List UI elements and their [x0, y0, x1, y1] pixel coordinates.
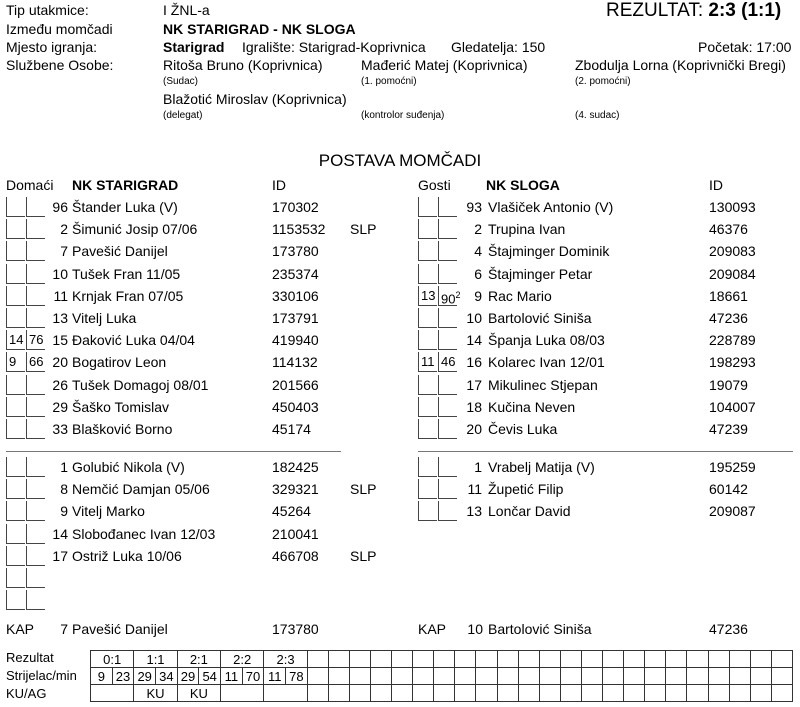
score-kuag-cell	[264, 685, 307, 702]
home-sub-number: 9	[60, 503, 68, 520]
away-card-box	[438, 197, 457, 217]
home-player-id: 235374	[272, 265, 319, 282]
home-card-box: 76	[26, 330, 45, 350]
away-card-box	[418, 397, 437, 417]
away-card-box	[438, 479, 457, 499]
home-player-name: Štander Luka (V)	[72, 199, 178, 215]
score-empty-cell	[413, 651, 434, 668]
score-empty-cell	[624, 651, 645, 668]
official-role: (4. sudac)	[575, 110, 620, 121]
away-player-name: Trupina Ivan	[488, 221, 566, 238]
score-empty-cell	[750, 668, 771, 685]
away-id-header: ID	[709, 177, 723, 193]
score-empty-cell	[413, 685, 434, 702]
home-player-id: 450403	[272, 398, 319, 415]
home-player-id: 419940	[272, 332, 319, 349]
away-card-box	[418, 419, 437, 439]
away-sub-number: 1	[474, 459, 482, 475]
score-empty-cell	[476, 685, 497, 702]
score-scorer-cell: 29	[134, 668, 156, 685]
away-player-id: 209084	[709, 265, 756, 282]
score-empty-cell	[539, 685, 560, 702]
away-player-id: 47236	[709, 310, 748, 326]
away-card-box	[418, 501, 437, 521]
home-player-name: Šaško Tomislav	[72, 398, 170, 415]
official-role: (delegat)	[163, 110, 203, 121]
home-sub-note: SLP	[350, 481, 377, 498]
home-sub-number: 14	[52, 525, 68, 542]
score-empty-cell	[371, 685, 392, 702]
away-player-number: 10	[466, 310, 482, 326]
away-player-id: 209083	[709, 243, 756, 260]
home-player-name: Tušek Fran 11/05	[72, 265, 181, 282]
home-card-box	[6, 501, 25, 521]
home-sub-note: SLP	[350, 547, 377, 564]
home-player-name: Tušek Domagoj 08/01	[72, 376, 209, 393]
score-empty-cell	[539, 668, 560, 685]
away-player-number: 9	[474, 287, 482, 304]
away-captain-label: KAP	[418, 621, 447, 637]
away-sub-name: Lončar David	[488, 503, 571, 520]
score-empty-cell	[666, 668, 687, 685]
home-sub-name: Vitelj Marko	[72, 503, 145, 520]
score-result-label: Rezultat	[6, 650, 54, 665]
score-kuag-cell: KU	[177, 685, 220, 702]
away-divider	[418, 451, 793, 452]
away-card-box	[438, 457, 457, 477]
away-player-id: 228789	[709, 332, 756, 349]
score-empty-cell	[497, 668, 518, 685]
score-empty-cell	[687, 651, 708, 668]
score-empty-cell	[349, 651, 370, 668]
away-card-box	[418, 457, 437, 477]
away-player-number: 14	[466, 332, 482, 349]
home-card-box	[6, 546, 25, 566]
home-player-note: SLP	[350, 221, 377, 238]
score-empty-cell	[581, 668, 602, 685]
away-player-number: 6	[474, 265, 482, 282]
away-card-box	[438, 501, 457, 521]
venue-label: Mjesto igranja:	[6, 39, 98, 55]
away-player-name: Španja Luka 08/03	[488, 332, 605, 349]
home-sub-name: Golubić Nikola (V)	[72, 459, 185, 475]
tip-label: Tip utakmice:	[6, 2, 89, 18]
official-role: (2. pomoćni)	[575, 76, 631, 87]
score-empty-cell	[560, 651, 581, 668]
home-sub-id: 45264	[272, 503, 311, 520]
home-sub-name: Slobođanec Ivan 12/03	[72, 525, 216, 542]
score-empty-cell	[708, 685, 729, 702]
away-sub-name: Župetić Filip	[488, 481, 564, 498]
home-sub-number: 1	[60, 459, 68, 475]
score-empty-cell	[581, 651, 602, 668]
score-empty-cell	[539, 651, 560, 668]
home-player-number: 11	[53, 287, 68, 304]
score-empty-cell	[476, 651, 497, 668]
away-player-number: 20	[466, 421, 482, 437]
home-player-id: 114132	[272, 354, 318, 371]
away-card-box	[438, 264, 457, 284]
away-card-box: 46	[438, 352, 457, 372]
away-player-name: Štajminger Petar	[488, 265, 593, 282]
score-empty-cell	[729, 651, 750, 668]
away-player-number: 18	[466, 398, 482, 415]
away-player-name: Bartolović Siniša	[488, 310, 592, 326]
score-empty-cell	[581, 685, 602, 702]
home-player-number: 13	[52, 310, 68, 326]
score-empty-cell	[687, 685, 708, 702]
score-empty-cell	[687, 668, 708, 685]
official-role: (1. pomoćni)	[361, 76, 417, 87]
home-player-name: Blašković Borno	[72, 421, 173, 437]
score-empty-cell	[349, 668, 370, 685]
away-team-name: NK SLOGA	[486, 177, 560, 193]
score-empty-cell	[371, 668, 392, 685]
official-name: Zbodulja Lorna (Koprivnički Bregi)	[575, 57, 786, 73]
away-player-name: Čevis Luka	[488, 421, 558, 437]
away-card-box	[438, 241, 457, 261]
away-card-box	[438, 308, 457, 328]
away-player-id: 19079	[709, 376, 748, 393]
home-card-box	[6, 568, 25, 588]
home-card-box	[6, 286, 25, 306]
score-empty-cell	[371, 651, 392, 668]
officials-label: Službene Osobe:	[6, 57, 114, 73]
official-role: (kontrolor suđenja)	[361, 110, 445, 121]
away-sub-id: 209087	[709, 503, 756, 520]
score-empty-cell	[666, 651, 687, 668]
home-captain-label: KAP	[6, 621, 35, 637]
home-player-id: 173791	[272, 310, 319, 326]
score-kuag-cell	[91, 685, 134, 702]
score-empty-cell	[603, 685, 624, 702]
home-card-box	[6, 264, 25, 284]
score-scorer-cell: 34	[156, 668, 178, 685]
score-empty-cell	[307, 668, 328, 685]
home-sub-number: 17	[52, 547, 68, 564]
score-empty-cell	[729, 668, 750, 685]
home-player-name: Vitelj Luka	[72, 310, 137, 326]
home-sub-id: 466708	[272, 547, 319, 564]
away-card-box	[418, 264, 437, 284]
away-sub-id: 60142	[709, 481, 748, 498]
away-player-id: 104007	[709, 398, 756, 415]
score-empty-cell	[434, 651, 455, 668]
away-player-name: Vlašiček Antonio (V)	[488, 199, 614, 215]
score-scorer-cell: 23	[112, 668, 134, 685]
home-side-label: Domaći	[6, 177, 54, 193]
away-sub-number: 13	[466, 503, 482, 520]
score-empty-cell	[307, 651, 328, 668]
away-card-box	[418, 330, 437, 350]
away-card-box	[418, 479, 437, 499]
away-card-box	[438, 375, 457, 395]
tip-value: I ŽNL-a	[163, 2, 210, 18]
score-empty-cell	[434, 668, 455, 685]
away-player-number: 93	[466, 199, 482, 215]
score-empty-cell	[518, 668, 539, 685]
score-scorer-cell: 78	[286, 668, 308, 685]
away-player-id: 130093	[709, 199, 756, 215]
score-empty-cell	[624, 668, 645, 685]
official-role: (Sudac)	[163, 76, 199, 87]
score-result-cell: 2:2	[221, 651, 264, 668]
away-card-superscript: 2	[455, 289, 461, 300]
home-card-box	[6, 419, 25, 439]
score-empty-cell	[771, 685, 792, 702]
kickoff-value: Početak: 17:00	[698, 39, 792, 55]
away-player-number: 17	[466, 376, 482, 393]
score-empty-cell	[455, 651, 476, 668]
score-empty-cell	[518, 685, 539, 702]
away-card-box	[438, 219, 457, 239]
score-kuag-cell: KU	[134, 685, 177, 702]
away-card-box	[418, 308, 437, 328]
home-player-number: 7	[60, 243, 68, 260]
score-empty-cell	[645, 668, 666, 685]
score-empty-cell	[307, 685, 328, 702]
score-scorer-cell: 11	[221, 668, 243, 685]
home-sub-name: Nemčić Damjan 05/06	[72, 481, 210, 498]
away-card-box	[438, 419, 457, 439]
score-empty-cell	[392, 685, 413, 702]
score-empty-cell	[729, 685, 750, 702]
score-empty-cell	[750, 651, 771, 668]
score-kuag-label: KU/AG	[6, 686, 47, 701]
score-empty-cell	[518, 651, 539, 668]
home-sub-id: 329321	[272, 481, 319, 498]
score-empty-cell	[750, 685, 771, 702]
away-sub-name: Vrabelj Matija (V)	[488, 459, 595, 475]
score-empty-cell	[708, 668, 729, 685]
home-player-id: 173780	[272, 243, 319, 260]
score-empty-cell	[603, 651, 624, 668]
section-title: POSTAVA MOMČADI	[318, 151, 482, 170]
score-scorer-cell: 54	[199, 668, 221, 685]
score-result-cell: 1:1	[134, 651, 177, 668]
home-player-id: 201566	[272, 376, 319, 393]
away-side-label: Gosti	[418, 177, 451, 193]
away-player-name: Kolarec Ivan 12/01	[488, 354, 605, 371]
score-empty-cell	[328, 685, 349, 702]
home-captain-name: Pavešić Danijel	[72, 621, 168, 637]
score-empty-cell	[497, 651, 518, 668]
away-player-id: 198293	[709, 354, 756, 371]
away-player-name: Kučina Neven	[488, 398, 576, 415]
score-empty-cell	[455, 685, 476, 702]
official-name: Blažotić Miroslav (Koprivnica)	[163, 91, 347, 107]
away-player-number: 4	[474, 243, 482, 260]
away-sub-id: 195259	[709, 459, 756, 475]
away-card-box	[418, 197, 437, 217]
home-player-id: 170302	[272, 199, 319, 215]
score-empty-cell	[328, 651, 349, 668]
home-player-name: Šimunić Josip 07/06	[72, 221, 198, 238]
home-card-box	[6, 397, 25, 417]
home-player-id: 1153532	[272, 221, 326, 238]
score-scorer-cell: 11	[264, 668, 286, 685]
home-card-box	[6, 479, 25, 499]
score-empty-cell	[708, 651, 729, 668]
away-player-number: 2	[474, 221, 482, 238]
home-player-name: Krnjak Fran 07/05	[72, 287, 184, 304]
score-empty-cell	[560, 668, 581, 685]
away-player-id: 18661	[709, 287, 748, 304]
away-captain-number: 10	[467, 621, 483, 637]
score-empty-cell	[771, 651, 792, 668]
home-player-number: 2	[60, 221, 68, 238]
score-scorer-cell: 9	[91, 668, 113, 685]
away-player-name: Rac Mario	[488, 287, 552, 304]
score-scorer-label: Strijelac/min	[6, 668, 77, 683]
home-card-box	[6, 308, 25, 328]
score-empty-cell	[434, 685, 455, 702]
score-result-cell: 2:3	[264, 651, 307, 668]
home-team-name: NK STARIGRAD	[72, 177, 179, 193]
home-player-number: 20	[52, 354, 68, 371]
home-player-id: 45174	[272, 421, 311, 437]
score-empty-cell	[645, 651, 666, 668]
result-heading	[606, 0, 781, 22]
home-player-name: Bogatirov Leon	[72, 354, 167, 371]
home-card-box	[6, 524, 25, 544]
home-card-box	[6, 375, 25, 395]
teams-value: NK STARIGRAD - NK SLOGA	[163, 21, 356, 37]
home-captain-number: 7	[60, 621, 68, 637]
home-sub-number: 8	[60, 481, 68, 498]
away-card-box	[438, 330, 457, 350]
venue-value: Starigrad	[163, 39, 225, 55]
score-empty-cell	[455, 668, 476, 685]
home-player-id: 330106	[272, 287, 319, 304]
official-name: Mađerić Matej (Koprivnica)	[361, 57, 528, 73]
home-captain-id: 173780	[272, 621, 319, 637]
home-card-box	[6, 457, 25, 477]
home-player-number: 10	[52, 265, 68, 282]
home-player-number: 33	[52, 421, 68, 437]
home-card-box	[6, 590, 25, 610]
score-result-cell: 2:1	[177, 651, 220, 668]
away-card-box	[438, 397, 457, 417]
away-card-box: 13	[418, 286, 437, 306]
score-empty-cell	[560, 685, 581, 702]
home-player-name: Pavešić Danijel	[72, 243, 168, 260]
home-card-box	[6, 241, 25, 261]
score-empty-cell	[413, 668, 434, 685]
score-empty-cell	[349, 685, 370, 702]
away-card-box	[418, 241, 437, 261]
home-card-box: 14	[6, 330, 25, 350]
score-empty-cell	[497, 685, 518, 702]
score-scorer-cell: 70	[242, 668, 264, 685]
away-captain-name: Bartolović Siniša	[488, 621, 592, 637]
score-empty-cell	[645, 685, 666, 702]
away-card-box	[418, 219, 437, 239]
home-player-number: 15	[52, 332, 68, 349]
away-sub-number: 11	[467, 481, 482, 498]
away-player-name: Štajminger Dominik	[488, 243, 610, 260]
away-player-id: 46376	[709, 221, 748, 238]
home-player-number: 96	[52, 199, 68, 215]
score-empty-cell	[666, 685, 687, 702]
home-player-number: 26	[52, 376, 68, 393]
ground-value: Igralište: Starigrad-Koprivnica	[242, 39, 426, 55]
score-kuag-cell	[221, 685, 264, 702]
home-card-box	[26, 590, 45, 610]
score-empty-cell	[476, 668, 497, 685]
score-empty-cell	[392, 651, 413, 668]
official-name: Ritoša Bruno (Koprivnica)	[163, 57, 323, 73]
home-divider	[6, 451, 341, 452]
away-player-id: 47239	[709, 421, 748, 437]
away-player-number: 16	[466, 354, 482, 371]
teams-label: Između momčadi	[6, 21, 113, 37]
result-value: 2:3 (1:1)	[708, 0, 782, 21]
home-sub-name: Ostriž Luka 10/06	[72, 547, 182, 564]
home-card-box: 9	[6, 352, 25, 372]
away-player-name: Mikulinec Stjepan	[488, 376, 598, 393]
score-table	[90, 650, 793, 702]
home-sub-id: 182425	[272, 459, 319, 475]
home-card-box	[26, 568, 45, 588]
score-empty-cell	[624, 685, 645, 702]
spectators-value: Gledatelja: 150	[451, 39, 546, 55]
home-id-header: ID	[272, 177, 286, 193]
away-card-box: $90^2$	[438, 286, 457, 306]
home-card-box	[6, 219, 25, 239]
score-empty-cell	[603, 668, 624, 685]
home-player-number: 29	[52, 398, 68, 415]
home-sub-id: 210041	[272, 525, 319, 542]
score-empty-cell	[392, 668, 413, 685]
score-empty-cell	[328, 668, 349, 685]
away-captain-id: 47236	[709, 621, 748, 637]
score-scorer-cell: 29	[177, 668, 199, 685]
result-label: REZULTAT:	[606, 0, 704, 21]
home-card-box: 66	[26, 352, 45, 372]
home-card-box	[6, 197, 25, 217]
away-card-box	[418, 375, 437, 395]
score-result-cell: 0:1	[91, 651, 134, 668]
away-card-box: 11	[418, 352, 437, 372]
home-player-name: Đaković Luka 04/04	[72, 332, 195, 349]
score-empty-cell	[771, 668, 792, 685]
